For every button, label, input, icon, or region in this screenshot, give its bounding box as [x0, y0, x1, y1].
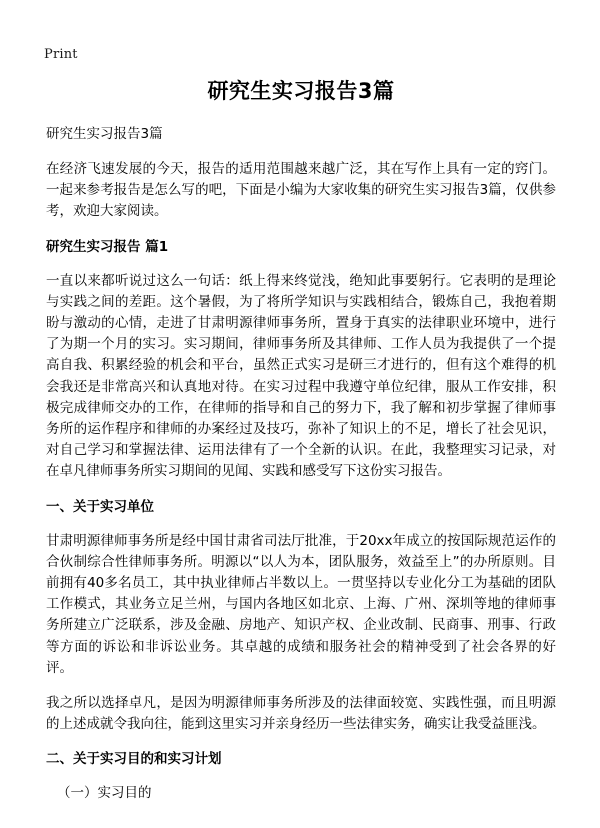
document-subtitle: 研究生实习报告3篇 — [46, 126, 163, 142]
document-body — [46, 159, 556, 804]
body-paragraph: 一直以来都听说过这么一句话：纸上得来终觉浅，绝知此事要躬行。它表明的是理论与实践之间的差距。这个暑假，为了将所学知识与实践相结合，锻炼自己，我抱着期盼与激动的心情，走进了甘肃明源律师事务所，置身于真实的法律职业环境中，进行了为期一个月的实习。实习期间，律师事务所及其律师、工作人员为我提供了一个提高自我、积累经验的机会和平台，虽然正式实习是研三才进行的，但有这个难得的机会我还是非常高兴和认真地对待。在实习过程中我遵守单位纪律，服从工作安排，积极完成律师交办的工作，在律师的指导和自己的努力下，我了解和初步掌握了律师事务所的运作程序和律师的办案经过及技巧，弥补了知识上的不足，增长了社会见识，对自己学习和掌握法律、运用法律有了一个全新的认识。在此，我整理实习记录，对在卓凡律师事务所实习期间的见闻、实践和感受写下这份实习报告。 — [46, 272, 556, 480]
subsection-heading: （一）实习目的 — [57, 785, 152, 802]
section-heading: 一、关于实习单位 — [46, 498, 154, 515]
body-paragraph: 在经济飞速发展的今天，报告的适用范围越来越广泛，其在写作上具有一定的窍门。一起来参考报告是怎么写的吧，下面是小编为大家收集的研究生实习报告3篇，仅供参考，欢迎大家阅读。 — [46, 161, 556, 220]
document-content — [46, 76, 556, 818]
body-paragraph: 我之所以选择卓凡，是因为明源律师事务所涉及的法律面较宽、实践性强，而且明源的上述成就令我向往，能到这里实习并亲身经历一些法律实务，确实让我受益匪浅。 — [46, 695, 556, 733]
print-link[interactable]: Print — [44, 47, 78, 62]
section-heading: 研究生实习报告 篇1 — [46, 238, 169, 255]
body-paragraph: 甘肃明源律师事务所是经中国甘肃省司法厅批准，于20xx年成立的按国际规范运作的合伙制综合性律师事务所。明源以“以人为本，团队服务，效益至上”的办所原则。目前拥有40多名员工，其中执业律师占半数以上。一贯坚持以专业化分工为基础的团队工作模式，其业务立足兰州，与国内各地区如北京、上海、广州、深圳等地的律师事务所建立广泛联系，涉及金融、房地产、知识产权、企业改制、民商事、刑事、行政等方面的诉讼和非诉讼业务。其卓越的成绩和服务社会的精神受到了社会各界的好评。 — [46, 532, 556, 676]
page-title: 研究生实习报告3篇 — [207, 79, 395, 103]
section-heading: 二、关于实习目的和实习计划 — [46, 751, 222, 768]
